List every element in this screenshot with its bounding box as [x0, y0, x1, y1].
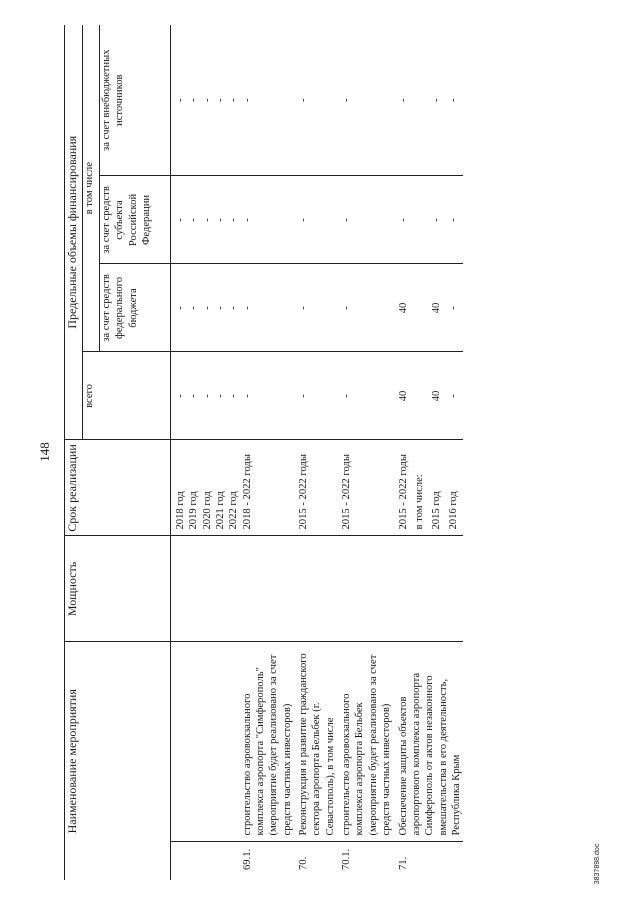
subject-cell: - — [214, 176, 227, 264]
extra-cell: - — [227, 25, 240, 176]
document-id: 3837898.doc — [594, 843, 601, 885]
measure-name: Обеспечение защиты объектов аэропортового комплекса аэропорта Симферополь от актов незаконного вмешательства в его деятельность, Республика Крым — [397, 642, 464, 842]
extra-cell — [413, 25, 430, 176]
term-cell: 2015 год — [430, 440, 447, 536]
power-cell — [227, 536, 240, 642]
row-number — [201, 842, 214, 880]
term-cell: 2015 - 2022 годы — [397, 440, 414, 536]
table-header — [65, 25, 171, 880]
row-number: 70. — [298, 856, 310, 870]
extra-cell: - — [201, 25, 214, 176]
extra-cell: - — [174, 25, 187, 176]
subject-cell: - — [430, 176, 447, 264]
measure-name: Реконструкция и развитие гражданского сектора аэропорта Бельбек (г. Севастополь), в том числе — [297, 642, 337, 842]
subject-cell: - — [447, 176, 464, 264]
table-row — [297, 25, 337, 880]
table-row — [227, 25, 240, 880]
row-number: 71. — [397, 856, 409, 870]
extra-cell: - — [430, 25, 447, 176]
federal-cell: - — [241, 264, 294, 352]
measure-name — [227, 642, 240, 842]
col-header-total: всего — [83, 352, 171, 440]
subject-cell — [413, 176, 430, 264]
power-cell — [174, 536, 187, 642]
subject-cell: - — [397, 176, 414, 264]
col-header-extrabudget: за счет внебюджетных источников — [100, 25, 171, 176]
total-cell: - — [214, 352, 227, 440]
power-cell — [397, 536, 464, 642]
total-cell: - — [447, 352, 464, 440]
federal-cell: - — [201, 264, 214, 352]
col-header-limits: Предельные объемы финансирования — [65, 25, 83, 440]
term-cell: 2018 - 2022 годы — [241, 440, 294, 536]
federal-cell: - — [297, 264, 337, 352]
subject-cell: - — [187, 176, 200, 264]
measure-name: строительство аэровокзального комплекса аэропорта "Симферополь" (мероприятие будет реализовано за счет средств частных инвесторов) — [241, 642, 294, 842]
term-cell: в том числе: — [413, 440, 430, 536]
federal-cell: - — [227, 264, 240, 352]
row-number — [413, 842, 430, 880]
term-cell: 2016 год — [447, 440, 464, 536]
table-row — [214, 25, 227, 880]
row-number: 70.1. — [341, 848, 353, 870]
term-cell: 2020 год — [201, 440, 214, 536]
row-number — [227, 842, 240, 880]
page-number: 148 — [37, 442, 52, 462]
total-cell: - — [340, 352, 393, 440]
power-cell — [214, 536, 227, 642]
subject-cell: - — [174, 176, 187, 264]
subject-cell: - — [241, 176, 294, 264]
extra-cell: - — [241, 25, 294, 176]
col-header-federal: за счет средств федерального бюджета — [100, 264, 171, 352]
subject-cell: - — [201, 176, 214, 264]
table-row — [340, 25, 393, 880]
total-cell: - — [201, 352, 214, 440]
extra-cell: - — [297, 25, 337, 176]
term-cell: 2015 - 2022 годы — [340, 440, 393, 536]
term-cell: 2021 год — [214, 440, 227, 536]
subject-cell: - — [297, 176, 337, 264]
row-number — [187, 842, 200, 880]
federal-cell: - — [214, 264, 227, 352]
federal-cell: - — [174, 264, 187, 352]
extra-cell: - — [214, 25, 227, 176]
col-header-power: Мощность — [65, 536, 171, 642]
total-cell: - — [227, 352, 240, 440]
total-cell: - — [174, 352, 187, 440]
measure-name: строительство аэровокзального комплекса аэропорта Бельбек (мероприятие будет реализовано за счет средств частных инвесторов) — [340, 642, 393, 842]
table-row — [187, 25, 200, 880]
power-cell — [297, 536, 337, 642]
federal-cell — [413, 264, 430, 352]
total-cell: - — [187, 352, 200, 440]
federal-cell: - — [340, 264, 393, 352]
total-cell: 40 — [397, 352, 414, 440]
federal-cell: 40 — [397, 264, 414, 352]
col-header-including: в том числе — [83, 25, 100, 352]
row-number — [447, 842, 464, 880]
federal-cell: - — [187, 264, 200, 352]
measure-name — [214, 642, 227, 842]
measure-name — [201, 642, 214, 842]
table-row — [397, 25, 414, 880]
col-header-name: Наименование мероприятия — [65, 642, 171, 880]
table-row — [174, 25, 187, 880]
total-cell: 40 — [430, 352, 447, 440]
row-number: 69.1. — [241, 848, 253, 870]
extra-cell: - — [340, 25, 393, 176]
row-number — [430, 842, 447, 880]
row-number — [214, 842, 227, 880]
power-cell — [340, 536, 393, 642]
measure-name — [174, 642, 187, 842]
term-cell: 2015 - 2022 годы — [297, 440, 337, 536]
row-number — [174, 842, 187, 880]
total-cell — [413, 352, 430, 440]
term-cell: 2022 год — [227, 440, 240, 536]
extra-cell: - — [187, 25, 200, 176]
extra-cell: - — [397, 25, 414, 176]
power-cell — [187, 536, 200, 642]
table-row — [201, 25, 214, 880]
power-cell — [241, 536, 294, 642]
subject-cell: - — [340, 176, 393, 264]
total-cell: - — [241, 352, 294, 440]
federal-cell: - — [447, 264, 464, 352]
extra-cell: - — [447, 25, 464, 176]
col-header-subject: за счет средств субъекта Российской Федерации — [100, 176, 171, 264]
table-row — [241, 25, 294, 880]
measure-name — [187, 642, 200, 842]
federal-cell: 40 — [430, 264, 447, 352]
term-cell: 2019 год — [187, 440, 200, 536]
power-cell — [201, 536, 214, 642]
financing-table — [64, 25, 463, 880]
subject-cell: - — [227, 176, 240, 264]
col-header-term: Срок реализации — [65, 440, 171, 536]
term-cell: 2018 год — [174, 440, 187, 536]
table-body — [171, 25, 464, 880]
rotated-page-content — [64, 25, 609, 880]
total-cell: - — [297, 352, 337, 440]
